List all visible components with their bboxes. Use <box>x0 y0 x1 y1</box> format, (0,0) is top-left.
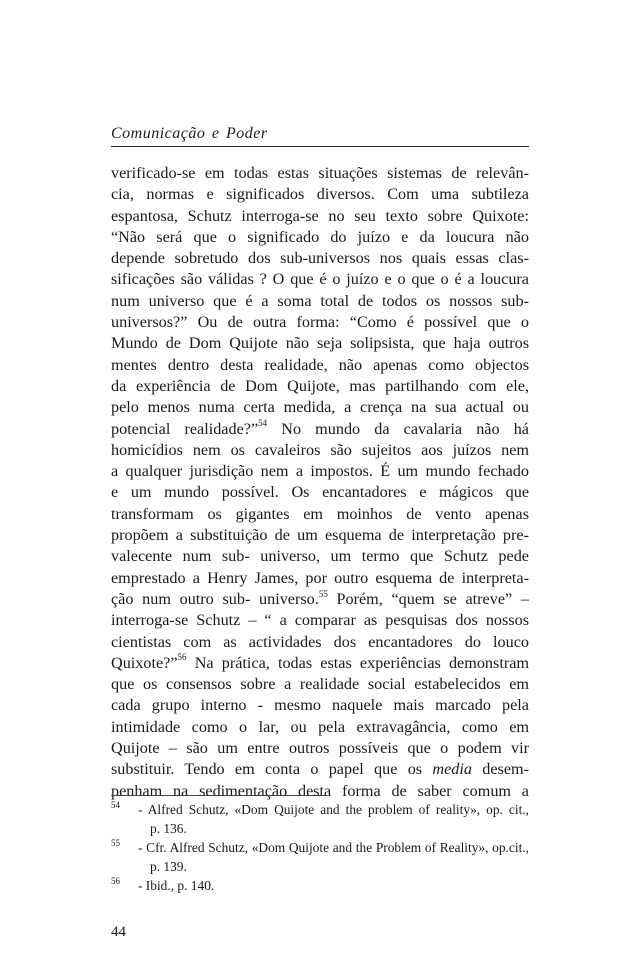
text-line: Quijote – são um entre outros possíveis que o podem vir <box>111 739 529 758</box>
text-line: sificações são válidas ? O que é o juízo e o que o é a loucura <box>111 270 529 289</box>
text-segment: substituir. Tendo em conta o papel que os <box>111 760 433 779</box>
footnote-55 <box>111 838 529 876</box>
running-header <box>111 122 529 147</box>
text-segment: Porém, “quem se atreve” – <box>327 589 529 608</box>
text-line: cada grupo interno - mesmo naquele mais marcado pela <box>111 696 529 715</box>
text-line-with-italic <box>111 759 529 780</box>
text-line: da experiência de Dom Quijote, mas partilhando com ele, <box>111 376 529 395</box>
text-line: pelo menos numa certa medida, a crença na sua actual ou <box>111 398 529 417</box>
text-line: a qualquer jurisdição nem a impostos. É um mundo fechado <box>111 462 529 481</box>
text-line-with-footnote <box>111 589 529 610</box>
text-segment: Quixote?” <box>111 653 178 672</box>
text-line: homicídios nem os cavaleiros são sujeitos aos juízos nem <box>111 440 529 459</box>
text-line: num universo que é a soma total de todos os nossos sub- <box>111 291 529 310</box>
footnote-separator <box>111 795 327 796</box>
body-text <box>111 163 529 802</box>
text-segment: ção num outro sub- universo. <box>111 589 319 608</box>
italic-term: media <box>432 760 472 779</box>
text-line: propõem a substituição de um esquema de interpretação pre- <box>111 526 529 545</box>
text-line: emprestado a Henry James, por outro esquema de interpreta- <box>111 568 529 587</box>
footnote-ref-56: 56 <box>177 652 187 663</box>
text-line: intimidade como o lar, ou pela extravagância, como em <box>111 717 529 736</box>
text-line: universos?” Ou de outra forma: “Como é possível que o <box>111 313 529 332</box>
footnotes <box>111 800 529 895</box>
text-segment: Na prática, todas estas experiências demonstram <box>186 653 529 672</box>
footnote-text: p. 136. <box>150 821 187 836</box>
footnote-ref-54: 54 <box>258 418 268 429</box>
footnote-text: - Alfred Schutz, «Dom Quijote and the problem of reality», op. cit., <box>138 802 529 817</box>
footnote-number: 56 <box>111 876 120 886</box>
running-header-title: Comunicação e Poder <box>111 125 268 142</box>
text-line: Mundo de Dom Quijote não seja solipsista, que haja outros <box>111 334 529 353</box>
text-line: espantosa, Schutz interroga-se no seu texto sobre Quixote: <box>111 206 529 225</box>
text-segment: desem- <box>471 760 530 779</box>
text-line: depende sobretudo dos sub-universos nos quais essas clas- <box>111 249 529 268</box>
text-line: valecente num sub- universo, um termo que Schutz pede <box>111 547 529 566</box>
text-line: e um mundo possível. Os encantadores e mágicos que <box>111 483 529 502</box>
text-line: penham na sedimentação desta forma de saber comum a <box>111 781 529 800</box>
text-line-with-footnote <box>111 653 529 674</box>
footnote-number: 55 <box>111 838 120 848</box>
footnote-text: - Cfr. Alfred Schutz, «Dom Quijote and the Problem of Reality», op.cit., <box>138 840 529 855</box>
text-line: cia, normas e significados diversos. Com uma subtileza <box>111 185 529 204</box>
text-line: mentes dentro desta realidade, não apenas como objectos <box>111 355 529 374</box>
text-line: verificado-se em todas estas situações sistemas de relevân- <box>111 164 529 182</box>
text-line: que os consensos sobre a realidade social estabelecidos em <box>111 675 529 694</box>
footnote-text: p. 139. <box>150 859 187 874</box>
text-line-with-footnote <box>111 419 529 440</box>
page-number: 44 <box>111 924 126 940</box>
text-line: cientistas com as actividades dos encantadores do louco <box>111 632 529 651</box>
footnote-number: 54 <box>111 800 120 810</box>
footnote-text: - Ibid., p. 140. <box>138 878 215 893</box>
text-line: “Não será que o significado do juízo e da loucura não <box>111 227 529 246</box>
text-line: interroga-se Schutz – “ a comparar as pesquisas dos nossos <box>111 611 529 630</box>
text-segment: No mundo da cavalaria não há <box>267 419 529 438</box>
footnote-ref-55: 55 <box>318 588 328 599</box>
footnote-54 <box>111 800 529 838</box>
text-segment: potencial realidade?” <box>111 419 259 438</box>
footnote-56 <box>111 876 529 895</box>
text-line: transformam os gigantes em moinhos de vento apenas <box>111 504 529 523</box>
